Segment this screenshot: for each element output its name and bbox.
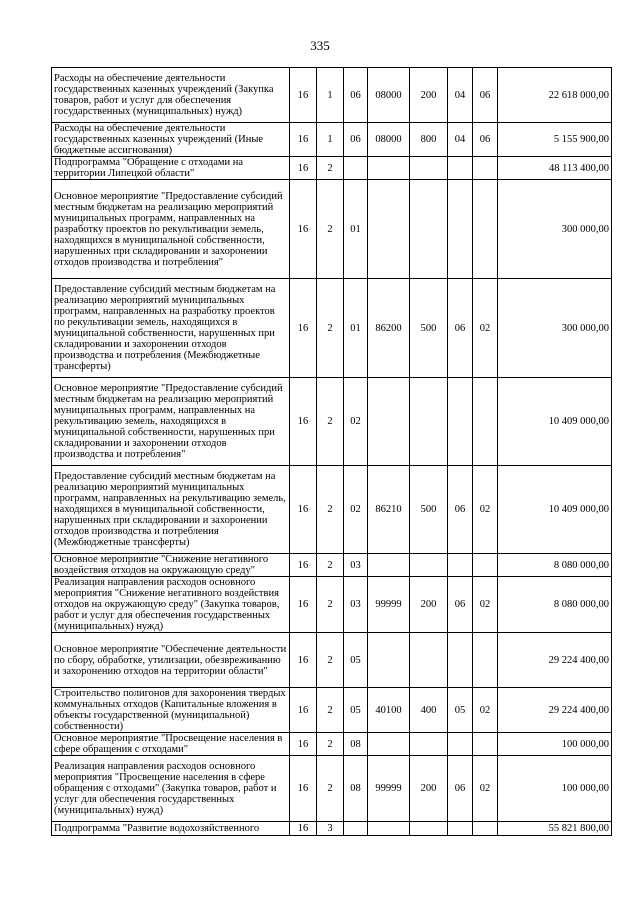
code-4-cell: 86210 xyxy=(368,466,410,554)
code-2-cell: 1 xyxy=(317,68,344,123)
code-1-cell: 16 xyxy=(290,180,317,279)
code-4-cell xyxy=(368,180,410,279)
code-6-cell: 04 xyxy=(448,68,473,123)
table-row xyxy=(52,378,612,466)
code-1-cell: 16 xyxy=(290,68,317,123)
code-7-cell xyxy=(473,157,498,180)
code-4-cell: 40100 xyxy=(368,688,410,733)
code-5-cell xyxy=(410,733,448,756)
table-row xyxy=(52,822,612,836)
code-5-cell: 200 xyxy=(410,756,448,822)
code-1-cell: 16 xyxy=(290,822,317,836)
code-3-cell: 08 xyxy=(344,756,368,822)
table-row xyxy=(52,554,612,577)
code-5-cell: 200 xyxy=(410,68,448,123)
code-4-cell xyxy=(368,554,410,577)
amount-cell: 55 821 800,00 xyxy=(498,822,612,836)
row-name-cell: Предоставление субсидий местным бюджетам на реализацию мероприятий муниципальных программ, направленных на рекультивацию земель, находящихся в муниципальной собственности, нарушенных при складировании и захоронении отходов производства и потребления (Межбюджетные трансферты) xyxy=(52,466,290,554)
code-7-cell: 06 xyxy=(473,68,498,123)
code-2-cell: 1 xyxy=(317,123,344,157)
code-3-cell xyxy=(344,822,368,836)
code-6-cell: 05 xyxy=(448,688,473,733)
code-4-cell: 99999 xyxy=(368,577,410,633)
table-row xyxy=(52,577,612,633)
code-5-cell: 800 xyxy=(410,123,448,157)
row-name-cell: Основное мероприятие "Обеспечение деятельности по сбору, обработке, утилизации, обезвреживанию и захоронению отходов на территории области" xyxy=(52,633,290,688)
code-7-cell: 02 xyxy=(473,756,498,822)
code-7-cell xyxy=(473,378,498,466)
row-name-cell: Основное мероприятие "Предоставление субсидий местным бюджетам на реализацию мероприятий муниципальных программ, направленных на разработку проектов по рекультивации земель, находящихся в муниципальной собственности, нарушенных при складировании и захоронении отходов производства и потребления" xyxy=(52,180,290,279)
row-name-cell: Расходы на обеспечение деятельности государственных казенных учреждений (Закупка товаров, работ и услуг для обеспечения государственных (муниципальных) нужд) xyxy=(52,68,290,123)
code-3-cell: 06 xyxy=(344,123,368,157)
table-row xyxy=(52,756,612,822)
code-5-cell: 500 xyxy=(410,279,448,378)
code-6-cell xyxy=(448,157,473,180)
code-2-cell: 2 xyxy=(317,554,344,577)
code-7-cell xyxy=(473,554,498,577)
row-name-cell: Реализация направления расходов основного мероприятия "Снижение негативного воздействия отходов на окружающую среду" (Закупка товаров, работ и услуг для обеспечения государственных (муниципальных) нужд) xyxy=(52,577,290,633)
code-3-cell: 05 xyxy=(344,633,368,688)
code-2-cell: 2 xyxy=(317,466,344,554)
code-3-cell: 02 xyxy=(344,378,368,466)
code-6-cell xyxy=(448,822,473,836)
code-5-cell xyxy=(410,378,448,466)
code-6-cell xyxy=(448,554,473,577)
code-4-cell xyxy=(368,822,410,836)
table-row xyxy=(52,157,612,180)
amount-cell: 300 000,00 xyxy=(498,279,612,378)
code-2-cell: 2 xyxy=(317,157,344,180)
row-name-cell: Строительство полигонов для захоронения твердых коммунальных отходов (Капитальные вложения в объекты государственной (муниципальной) собственности) xyxy=(52,688,290,733)
code-6-cell xyxy=(448,733,473,756)
code-4-cell xyxy=(368,378,410,466)
code-1-cell: 16 xyxy=(290,688,317,733)
code-5-cell xyxy=(410,157,448,180)
table-row xyxy=(52,733,612,756)
table-row xyxy=(52,633,612,688)
code-6-cell xyxy=(448,633,473,688)
code-5-cell: 400 xyxy=(410,688,448,733)
row-name-cell: Подпрограмма "Развитие водохозяйственного xyxy=(52,822,290,836)
code-3-cell: 01 xyxy=(344,279,368,378)
row-name-cell: Основное мероприятие "Просвещение населения в сфере обращения с отходами" xyxy=(52,733,290,756)
code-7-cell xyxy=(473,733,498,756)
page-number: 335 xyxy=(310,38,330,53)
code-1-cell: 16 xyxy=(290,554,317,577)
amount-cell: 29 224 400,00 xyxy=(498,688,612,733)
row-name-cell: Реализация направления расходов основного мероприятия "Просвещение населения в сфере обращения с отходами" (Закупка товаров, работ и услуг для обеспечения государственных (муниципальных) нужд) xyxy=(52,756,290,822)
row-name-cell: Подпрограмма "Обращение с отходами на территории Липецкой области" xyxy=(52,157,290,180)
code-2-cell: 2 xyxy=(317,279,344,378)
code-7-cell xyxy=(473,822,498,836)
table-row xyxy=(52,688,612,733)
code-2-cell: 2 xyxy=(317,378,344,466)
code-5-cell: 200 xyxy=(410,577,448,633)
table-row xyxy=(52,466,612,554)
code-3-cell: 03 xyxy=(344,554,368,577)
code-6-cell: 06 xyxy=(448,279,473,378)
code-4-cell: 99999 xyxy=(368,756,410,822)
table-row xyxy=(52,279,612,378)
amount-cell: 8 080 000,00 xyxy=(498,577,612,633)
code-6-cell: 06 xyxy=(448,466,473,554)
row-name-cell: Основное мероприятие "Предоставление субсидий местным бюджетам на реализацию мероприятий муниципальных программ, направленных на рекультивацию земель, находящихся в муниципальной собственности, нарушенных при складировании и захоронении отходов производства и потребления" xyxy=(52,378,290,466)
code-6-cell xyxy=(448,180,473,279)
code-5-cell xyxy=(410,180,448,279)
code-1-cell: 16 xyxy=(290,756,317,822)
code-2-cell: 2 xyxy=(317,633,344,688)
code-1-cell: 16 xyxy=(290,123,317,157)
code-5-cell: 500 xyxy=(410,466,448,554)
amount-cell: 48 113 400,00 xyxy=(498,157,612,180)
code-3-cell xyxy=(344,157,368,180)
code-2-cell: 2 xyxy=(317,688,344,733)
code-7-cell: 02 xyxy=(473,688,498,733)
amount-cell: 10 409 000,00 xyxy=(498,378,612,466)
code-6-cell xyxy=(448,378,473,466)
code-7-cell: 06 xyxy=(473,123,498,157)
row-name-cell: Предоставление субсидий местным бюджетам на реализацию мероприятий муниципальных программ, направленных на разработку проектов по рекультивации земель, находящихся в муниципальной собственности, нарушенных при складировании и захоронении отходов производства и потребления (Межбюджетные трансферты) xyxy=(52,279,290,378)
code-6-cell: 06 xyxy=(448,577,473,633)
code-4-cell: 08000 xyxy=(368,68,410,123)
code-1-cell: 16 xyxy=(290,279,317,378)
code-1-cell: 16 xyxy=(290,378,317,466)
code-1-cell: 16 xyxy=(290,466,317,554)
table-row xyxy=(52,68,612,123)
code-4-cell xyxy=(368,633,410,688)
code-4-cell xyxy=(368,157,410,180)
amount-cell: 29 224 400,00 xyxy=(498,633,612,688)
table-row xyxy=(52,123,612,157)
code-4-cell xyxy=(368,733,410,756)
code-1-cell: 16 xyxy=(290,157,317,180)
code-7-cell xyxy=(473,180,498,279)
code-3-cell: 02 xyxy=(344,466,368,554)
code-5-cell xyxy=(410,554,448,577)
code-3-cell: 08 xyxy=(344,733,368,756)
code-2-cell: 2 xyxy=(317,577,344,633)
code-1-cell: 16 xyxy=(290,577,317,633)
code-4-cell: 08000 xyxy=(368,123,410,157)
code-7-cell: 02 xyxy=(473,577,498,633)
table-body xyxy=(52,68,612,836)
code-2-cell: 3 xyxy=(317,822,344,836)
code-1-cell: 16 xyxy=(290,733,317,756)
code-2-cell: 2 xyxy=(317,180,344,279)
amount-cell: 300 000,00 xyxy=(498,180,612,279)
code-7-cell: 02 xyxy=(473,279,498,378)
code-3-cell: 03 xyxy=(344,577,368,633)
amount-cell: 100 000,00 xyxy=(498,756,612,822)
amount-cell: 100 000,00 xyxy=(498,733,612,756)
code-2-cell: 2 xyxy=(317,733,344,756)
code-3-cell: 06 xyxy=(344,68,368,123)
code-5-cell xyxy=(410,822,448,836)
code-4-cell: 86200 xyxy=(368,279,410,378)
amount-cell: 5 155 900,00 xyxy=(498,123,612,157)
row-name-cell: Расходы на обеспечение деятельности государственных казенных учреждений (Иные бюджетные ассигнования) xyxy=(52,123,290,157)
table-row xyxy=(52,180,612,279)
code-2-cell: 2 xyxy=(317,756,344,822)
code-5-cell xyxy=(410,633,448,688)
code-6-cell: 04 xyxy=(448,123,473,157)
code-3-cell: 05 xyxy=(344,688,368,733)
budget-table xyxy=(51,67,612,836)
code-7-cell xyxy=(473,633,498,688)
row-name-cell: Основное мероприятие "Снижение негативного воздействия отходов на окружающую среду" xyxy=(52,554,290,577)
amount-cell: 22 618 000,00 xyxy=(498,68,612,123)
code-3-cell: 01 xyxy=(344,180,368,279)
code-1-cell: 16 xyxy=(290,633,317,688)
amount-cell: 8 080 000,00 xyxy=(498,554,612,577)
amount-cell: 10 409 000,00 xyxy=(498,466,612,554)
code-6-cell: 06 xyxy=(448,756,473,822)
code-7-cell: 02 xyxy=(473,466,498,554)
